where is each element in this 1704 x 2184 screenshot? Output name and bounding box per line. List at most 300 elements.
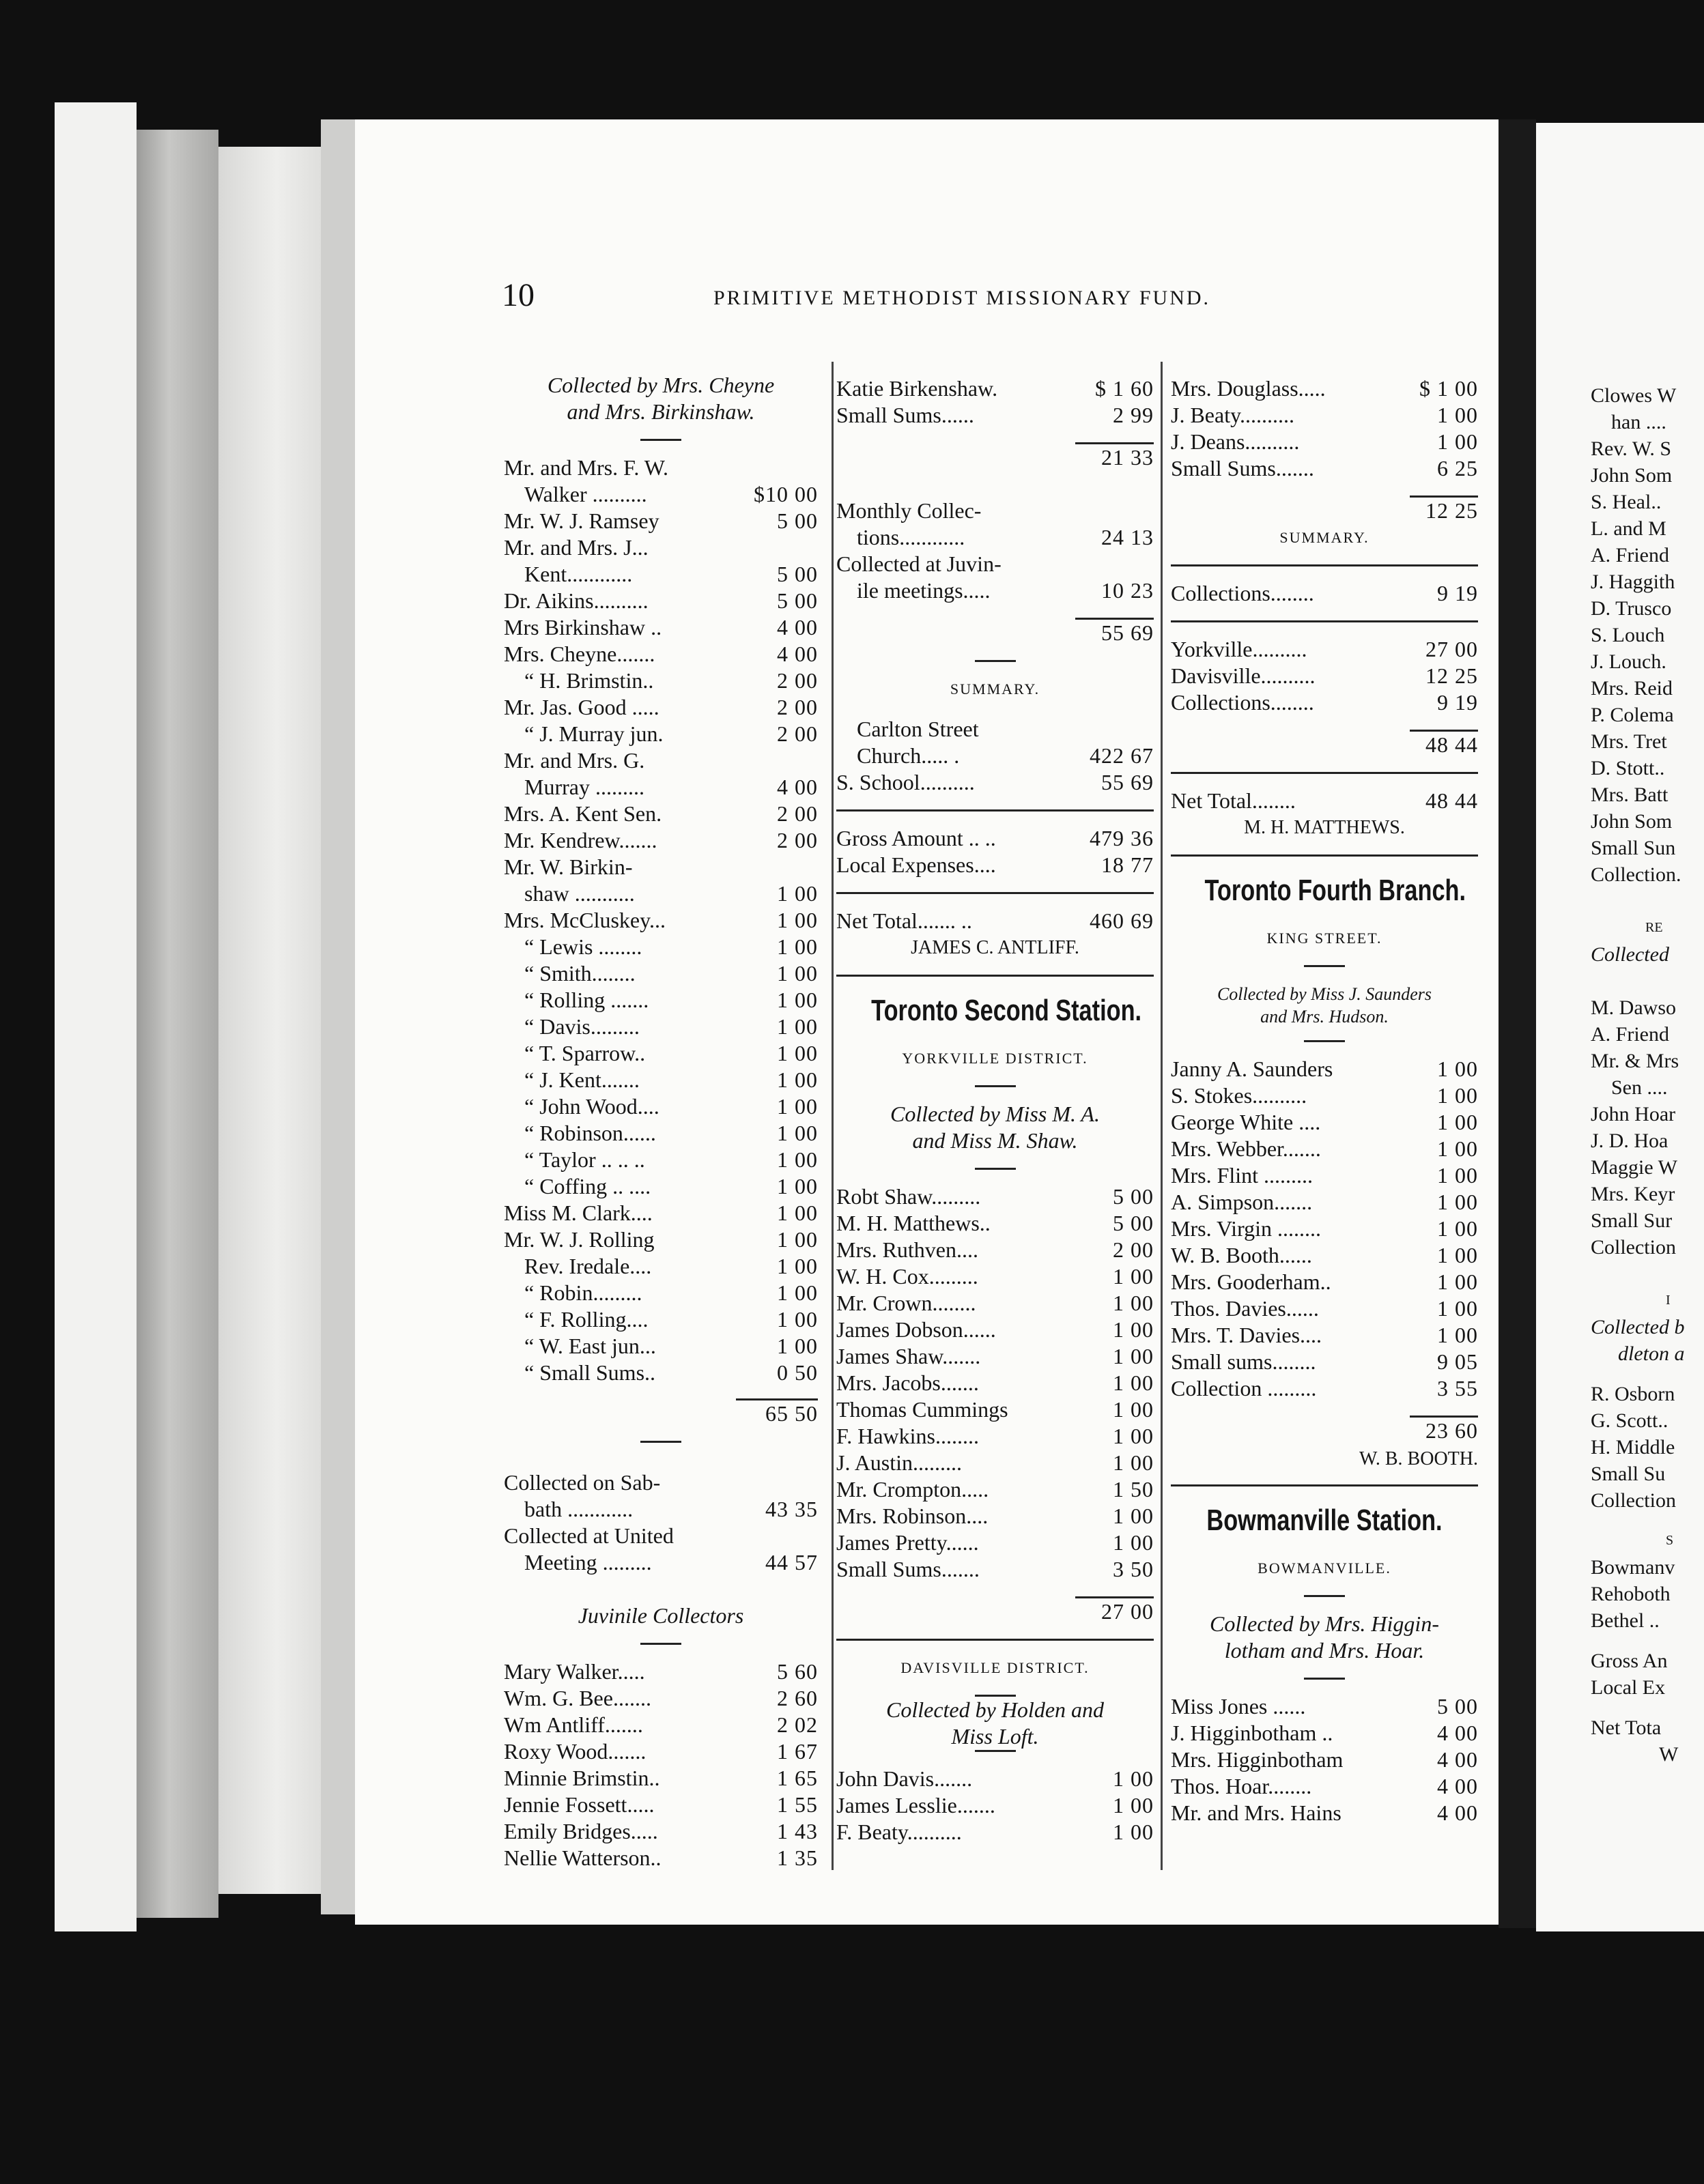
entry-amount: 5 00 <box>1113 1184 1154 1209</box>
column-divider-2 <box>1161 362 1163 1870</box>
entry-amount: 4 00 <box>777 775 818 799</box>
entry-amount: 1 00 <box>1437 429 1478 454</box>
entry-row <box>504 1014 818 1040</box>
entry-row <box>836 1237 1154 1263</box>
entry-amount: 3 50 <box>1113 1557 1154 1581</box>
entry-name: F. Hawkins........ <box>836 1424 979 1448</box>
net-label: Net Total....... .. <box>836 908 972 933</box>
entry-amount: 4 00 <box>777 615 818 640</box>
entry-amount: 1 35 <box>777 1845 818 1870</box>
entry-fragment: Collection. <box>1591 863 1681 886</box>
entry-name: Davisville.......... <box>1171 663 1316 688</box>
entry-name: J. Beaty.......... <box>1171 403 1295 427</box>
entry-name: Mrs. Cheyne....... <box>504 642 655 666</box>
entry-name: “ H. Brimstin.. <box>524 668 654 693</box>
entry-name: Dr. Aikins.......... <box>504 588 649 613</box>
entry-row <box>504 1120 818 1147</box>
entry-row <box>504 1792 818 1818</box>
entry-amount: 1 00 <box>777 1041 818 1065</box>
entry-amount: 6 25 <box>1437 456 1478 480</box>
entry-amount: 1 00 <box>777 1174 818 1198</box>
entry-amount: 2 00 <box>1113 1237 1154 1262</box>
entry-name: Mrs. A. Kent Sen. <box>504 801 662 826</box>
subtotal: 55 69 <box>1101 620 1154 645</box>
entry-amount: 43 35 <box>765 1497 818 1521</box>
entry-name: “ J. Murray jun. <box>524 721 664 746</box>
entry-name: Mrs. McCluskey... <box>504 908 666 932</box>
entry-row <box>504 667 818 694</box>
entry-fragment: S. Louch <box>1591 624 1665 646</box>
entry-row <box>1171 402 1478 429</box>
entry-row <box>504 1549 818 1576</box>
entry-name: Thomas Cummings <box>836 1397 1008 1422</box>
entry-fragment: John Som <box>1591 810 1673 833</box>
entry-amount: 1 00 <box>777 961 818 986</box>
entry-fragment: Bethel .. <box>1591 1609 1660 1632</box>
entry-amount: 1 00 <box>1437 1136 1478 1161</box>
entry-name: Walker .......... <box>524 482 647 506</box>
entry-name: Collections........ <box>1171 690 1314 715</box>
book-cover-edge <box>55 102 137 1931</box>
entry-row <box>1171 1800 1478 1826</box>
collections-label: Collections........ <box>1171 581 1314 605</box>
entry-name: Mr. and Mrs. Hains <box>1171 1800 1341 1825</box>
entry-amount: 1 00 <box>1113 1793 1154 1817</box>
entry-name: Thos. Hoar........ <box>1171 1774 1312 1798</box>
entry-row <box>504 561 818 588</box>
entry-amount: 1 00 <box>1437 1216 1478 1241</box>
entry-name: Mr. Crompton..... <box>836 1477 989 1502</box>
entry-row <box>504 1253 818 1280</box>
entry-fragment: P. Colema <box>1591 704 1674 726</box>
donor-list <box>504 455 818 1386</box>
entry-name: Mrs. Douglass..... <box>1171 376 1326 401</box>
entry-row <box>1171 636 1478 663</box>
entry-amount: 4 00 <box>1437 1747 1478 1772</box>
collector-heading-2: and Mrs. Birkinshaw. <box>567 399 755 424</box>
juvenile-list <box>504 1658 818 1871</box>
entry-name: Kent............ <box>524 562 633 586</box>
entry-amount: 2 00 <box>777 668 818 693</box>
column-divider-1 <box>832 362 834 1870</box>
entry-name: Mr. Kendrew....... <box>504 828 657 852</box>
entry-name: “ Davis......... <box>524 1014 640 1039</box>
donor-list <box>836 375 1154 429</box>
entry-amount: 0 50 <box>777 1360 818 1385</box>
entry-amount: 4 00 <box>1437 1721 1478 1745</box>
donor-list-king-street <box>1171 1056 1478 1402</box>
entry-amount: 2 00 <box>777 801 818 826</box>
entry-row <box>836 1476 1154 1503</box>
entry-amount: 2 00 <box>777 721 818 746</box>
entry-row <box>1171 1216 1478 1242</box>
running-title: PRIMITIVE METHODIST MISSIONARY FUND. <box>713 287 1211 309</box>
entry-amount: 4 00 <box>1437 1774 1478 1798</box>
entry-amount: 2 00 <box>777 695 818 719</box>
entry-row <box>504 588 818 614</box>
entry-amount: 1 50 <box>1113 1477 1154 1502</box>
entry-row <box>1171 1322 1478 1349</box>
entry-row <box>504 880 818 907</box>
summary-list <box>836 716 1154 796</box>
entry-fragment: Mrs. Keyr <box>1591 1183 1675 1205</box>
collector-heading: Collected by Miss J. Saunders <box>1217 984 1432 1004</box>
entry-row <box>1171 429 1478 455</box>
entry-fragment: Mr. & Mrs <box>1591 1050 1679 1072</box>
collector-heading-3: dleton a <box>1618 1342 1685 1365</box>
entry-name: Small sums........ <box>1171 1349 1316 1374</box>
donor-list <box>1171 375 1478 482</box>
entry-row <box>504 1360 818 1386</box>
entry-fragment: Maggie W <box>1591 1156 1677 1179</box>
entry-row <box>1171 1056 1478 1082</box>
column-4-fragment <box>1591 382 1704 1768</box>
entry-amount: 1 00 <box>777 1334 818 1358</box>
entry-amount: 4 00 <box>1437 1800 1478 1825</box>
entry-name: Mrs. Higginbotham <box>1171 1747 1344 1772</box>
entry-amount: 10 23 <box>1101 578 1154 603</box>
entry-name: Mrs. Virgin ........ <box>1171 1216 1322 1241</box>
entry-row <box>504 1173 818 1200</box>
entry-row <box>836 1183 1154 1210</box>
entry-row <box>836 1792 1154 1819</box>
entry-row <box>1171 1693 1478 1720</box>
signature: M. H. MATTHEWS. <box>1244 817 1405 838</box>
net-amount: 460 69 <box>1090 908 1154 933</box>
entry-fragment: Small Sun <box>1591 837 1676 859</box>
net-list <box>1591 1714 1704 1741</box>
entry-row <box>504 1280 818 1306</box>
entry-name: “ Small Sums.. <box>524 1360 656 1385</box>
entry-amount: 9 05 <box>1437 1349 1478 1374</box>
entry-name: Collection ......... <box>1171 1376 1317 1400</box>
entry-name: Mr. and Mrs. G. <box>504 748 645 773</box>
entry-amount: 1 00 <box>1437 1083 1478 1108</box>
donor-list-bowmanville <box>1171 1693 1478 1826</box>
entry-name: Jennie Fossett..... <box>504 1792 655 1817</box>
entry-row <box>836 769 1154 796</box>
entry-name: Janny A. Saunders <box>1171 1057 1333 1081</box>
entry-name: Collected at Juvin- <box>836 551 1002 576</box>
entry-fragment: Bowmanv <box>1591 1556 1675 1579</box>
net-label: Net Total........ <box>1171 788 1296 813</box>
entry-amount: 5 00 <box>777 588 818 613</box>
entry-name: Carlton Street <box>857 717 979 741</box>
book-spine <box>321 119 355 1914</box>
collector-heading: Collected by Mrs. Higgin- <box>1210 1611 1439 1636</box>
entry-name: “ Robin......... <box>524 1280 642 1305</box>
entry-row <box>504 747 818 774</box>
juvenile-heading: Juvinile Collectors <box>578 1603 744 1628</box>
entry-row <box>1171 1269 1478 1295</box>
entry-fragment: R. Osborn <box>1591 1383 1675 1405</box>
district-heading: DAVISVILLE DISTRICT. <box>900 1659 1090 1676</box>
entry-name: Mrs. Gooderham.. <box>1171 1269 1331 1294</box>
gross-list <box>1591 1648 1704 1701</box>
entry-row <box>836 1263 1154 1290</box>
entry-name: Mrs. Jacobs....... <box>836 1370 979 1395</box>
entry-row <box>504 1067 818 1093</box>
entry-amount: 5 00 <box>1113 1211 1154 1235</box>
entry-name: W. H. Cox......... <box>836 1264 978 1289</box>
subtotal: 48 44 <box>1425 732 1478 757</box>
entry-amount: 5 00 <box>777 508 818 533</box>
branch-heading: Toronto Fourth Branch. <box>1204 874 1466 907</box>
collector-heading-2: Collected b <box>1591 1316 1685 1338</box>
donor-list-3 <box>1591 1381 1704 1514</box>
entry-row <box>504 534 818 561</box>
entry-row <box>1171 375 1478 402</box>
entry-fragment: Mrs. Tret <box>1591 730 1667 753</box>
entry-amount: 24 13 <box>1101 525 1154 549</box>
entry-fragment: A. Friend <box>1591 544 1669 566</box>
entry-amount: 1 00 <box>1437 1243 1478 1267</box>
entry-name: Emily Bridges..... <box>504 1819 658 1843</box>
entry-name: Mr. and Mrs. J... <box>504 535 649 560</box>
entry-fragment: J. Haggith <box>1591 571 1675 593</box>
entry-name: “ J. Kent....... <box>524 1067 640 1092</box>
entry-name: Robt Shaw......... <box>836 1184 981 1209</box>
entry-name: ile meetings..... <box>857 578 991 603</box>
entry-amount: 3 55 <box>1437 1376 1478 1400</box>
entry-amount: $10 00 <box>754 482 818 506</box>
entry-amount: 1 55 <box>777 1792 818 1817</box>
entry-name: “ T. Sparrow.. <box>524 1041 646 1065</box>
entry-name: J. Higginbotham .. <box>1171 1721 1333 1745</box>
section-heading: RE <box>1645 920 1663 935</box>
entry-name: James Shaw....... <box>836 1344 981 1368</box>
entry-name: J. Austin......... <box>836 1450 963 1475</box>
collector-heading-2: Miss Loft. <box>951 1724 1039 1749</box>
entry-row <box>1171 1242 1478 1269</box>
entry-amount: 55 69 <box>1101 770 1154 794</box>
entry-name: Meeting ......... <box>524 1550 652 1575</box>
entry-name: “ F. Rolling.... <box>524 1307 649 1332</box>
entry-row <box>504 455 818 481</box>
entry-row <box>504 481 818 508</box>
entry-row <box>836 524 1154 551</box>
entry-amount: 1 00 <box>777 988 818 1012</box>
entry-row <box>836 1503 1154 1529</box>
entry-row <box>836 551 1154 577</box>
entry-name: James Lesslie....... <box>836 1793 995 1817</box>
entry-row <box>1171 689 1478 716</box>
entry-row <box>836 1290 1154 1317</box>
entry-amount: 1 00 <box>1437 1110 1478 1134</box>
entry-name: A. Simpson....... <box>1171 1190 1313 1214</box>
entry-amount: 1 00 <box>1437 403 1478 427</box>
entry-row <box>504 1496 818 1523</box>
collector-heading: Collected by Mrs. Cheyne <box>547 373 775 397</box>
subtotal: 65 50 <box>765 1401 818 1426</box>
entry-row <box>504 1333 818 1360</box>
entry-amount: 1 00 <box>1437 1163 1478 1188</box>
entry-name: Thos. Davies...... <box>1171 1296 1319 1321</box>
entry-name: F. Beaty.......... <box>836 1820 962 1844</box>
entry-amount: 12 25 <box>1425 663 1478 688</box>
entry-amount: 1 00 <box>777 1227 818 1252</box>
summary-heading: SUMMARY. <box>1279 529 1369 546</box>
entry-name: Mrs. T. Davies.... <box>1171 1323 1322 1347</box>
collector-heading-2: and Miss M. Shaw. <box>912 1128 1078 1153</box>
entry-fragment: Local Ex <box>1591 1676 1666 1699</box>
entry-row <box>836 1343 1154 1370</box>
town-heading: BOWMANVILLE. <box>1258 1560 1391 1577</box>
entry-row <box>836 1556 1154 1583</box>
entry-fragment: Mrs. Batt <box>1591 784 1668 806</box>
entry-amount: 1 00 <box>1113 1504 1154 1528</box>
entry-row <box>504 907 818 934</box>
entry-amount: 2 60 <box>777 1686 818 1710</box>
entry-row <box>504 1818 818 1845</box>
summary-list <box>1171 636 1478 716</box>
entry-amount: 4 00 <box>777 642 818 666</box>
entry-row <box>836 743 1154 769</box>
entry-amount: 1 00 <box>1113 1530 1154 1555</box>
entry-row <box>504 774 818 801</box>
entry-row <box>1171 1189 1478 1216</box>
entry-fragment: Collection <box>1591 1236 1676 1259</box>
entry-fragment: H. Middle <box>1591 1436 1675 1459</box>
gross-label: Gross Amount .. .. <box>836 826 996 850</box>
entry-name: shaw ........... <box>524 881 635 906</box>
entry-name: Small Sums...... <box>836 403 974 427</box>
entry-amount: 9 19 <box>1437 690 1478 715</box>
section-heading-2: I <box>1666 1293 1671 1308</box>
entry-name: “ Robinson...... <box>524 1121 656 1145</box>
entry-amount: 1 00 <box>1437 1269 1478 1294</box>
entry-fragment: Small Su <box>1591 1463 1666 1485</box>
entry-fragment: G. Scott.. <box>1591 1409 1668 1432</box>
entry-amount: 1 00 <box>1113 1397 1154 1422</box>
entry-row <box>836 577 1154 604</box>
entry-name: S. Stokes.......... <box>1171 1083 1307 1108</box>
entry-row <box>504 694 818 721</box>
page-number: 10 <box>502 277 535 313</box>
entry-fragment: Rehoboth <box>1591 1583 1671 1605</box>
entry-fragment: Collection <box>1591 1489 1676 1512</box>
page-edges-light <box>218 147 335 1894</box>
entry-name: Rev. Iredale.... <box>524 1254 652 1278</box>
entry-amount: 1 00 <box>1113 1344 1154 1368</box>
entry-name: Mr. Crown........ <box>836 1291 976 1315</box>
gross-amount: 479 36 <box>1090 826 1154 850</box>
entry-row <box>836 498 1154 524</box>
signature-fragment: W <box>1659 1743 1679 1766</box>
entry-row <box>504 934 818 960</box>
entry-row <box>504 827 818 854</box>
entry-name: Mrs Birkinshaw .. <box>504 615 662 640</box>
entry-name: S. School.......... <box>836 770 975 794</box>
entry-amount: 1 00 <box>1113 1766 1154 1791</box>
station-heading: Bowmanville Station. <box>1206 1504 1443 1537</box>
entry-amount: 1 00 <box>777 1014 818 1039</box>
entry-name: J. Deans.......... <box>1171 429 1300 454</box>
column-2 <box>836 375 1154 1845</box>
collection-list <box>836 498 1154 604</box>
entry-name: Roxy Wood....... <box>504 1739 647 1764</box>
signature: W. B. BOOTH. <box>1359 1448 1478 1469</box>
entry-row <box>504 1469 818 1496</box>
entry-name: James Dobson...... <box>836 1317 996 1342</box>
entry-name: “ Taylor .. .. .. <box>524 1147 645 1172</box>
entry-name: Miss M. Clark.... <box>504 1201 653 1225</box>
entry-name: Small Sums....... <box>1171 456 1314 480</box>
entry-amount: 1 00 <box>777 881 818 906</box>
entry-amount: 1 65 <box>777 1766 818 1790</box>
entry-amount: 1 00 <box>1437 1296 1478 1321</box>
subtotal: 12 25 <box>1425 498 1478 523</box>
entry-fragment: D. Stott.. <box>1591 757 1665 779</box>
summary-list <box>1591 1554 1704 1634</box>
entry-name: Collected at United <box>504 1523 674 1548</box>
entry-amount: 1 00 <box>777 908 818 932</box>
entry-amount: 1 00 <box>1437 1190 1478 1214</box>
entry-row <box>504 1845 818 1871</box>
entry-amount: 1 43 <box>777 1819 818 1843</box>
entry-row <box>504 1765 818 1792</box>
entry-name: W. B. Booth...... <box>1171 1243 1312 1267</box>
entry-row <box>504 614 818 641</box>
net-amount: 48 44 <box>1425 788 1478 813</box>
entry-row <box>504 801 818 827</box>
entry-fragment: J. D. Hoa <box>1591 1130 1668 1152</box>
entry-name: “ Smith........ <box>524 961 636 986</box>
entry-row <box>836 1370 1154 1396</box>
entry-amount: 1 00 <box>1113 1370 1154 1395</box>
entry-fragment: A. Friend <box>1591 1023 1669 1046</box>
entry-row <box>836 1396 1154 1423</box>
entry-row <box>504 1738 818 1765</box>
entry-fragment: Sen .... <box>1611 1076 1668 1099</box>
entry-name: Murray ......... <box>524 775 644 799</box>
entry-row <box>1171 1295 1478 1322</box>
collector-heading-2: and Mrs. Hudson. <box>1260 1007 1389 1026</box>
entry-name: George White .... <box>1171 1110 1321 1134</box>
entry-amount: 5 00 <box>1437 1694 1478 1719</box>
donor-list-2 <box>1591 994 1704 1261</box>
entry-row <box>504 1093 818 1120</box>
entry-row <box>504 1147 818 1173</box>
entry-row <box>504 1685 818 1712</box>
entry-row <box>1171 663 1478 689</box>
street-heading: KING STREET. <box>1266 930 1382 947</box>
entry-row <box>1171 1136 1478 1162</box>
entry-row <box>1171 1082 1478 1109</box>
collections-amount: 9 19 <box>1437 581 1478 605</box>
collector-heading: Collected by Holden and <box>885 1697 1105 1722</box>
donor-list-yorkville <box>836 1183 1154 1583</box>
book-gutter <box>1499 119 1536 1928</box>
entry-name: Mrs. Flint ......... <box>1171 1163 1314 1188</box>
entry-row <box>504 854 818 880</box>
summary-heading: SUMMARY. <box>950 680 1040 698</box>
entry-amount: 1 00 <box>777 1201 818 1225</box>
entry-amount: $ 1 60 <box>1095 376 1154 401</box>
collection-list <box>504 1469 818 1576</box>
entry-name: Katie Birkenshaw. <box>836 376 998 401</box>
entry-name: Mr. and Mrs. F. W. <box>504 455 669 480</box>
entry-name: “ W. East jun... <box>524 1334 656 1358</box>
entry-amount: 1 00 <box>1113 1317 1154 1342</box>
entry-row <box>836 1450 1154 1476</box>
entry-amount: $ 1 00 <box>1419 376 1478 401</box>
entry-name: Mr. W. Birkin- <box>504 854 633 879</box>
subtotal: 23 60 <box>1425 1418 1478 1443</box>
entry-name: bath ............ <box>524 1497 634 1521</box>
entry-row <box>504 1523 818 1549</box>
entry-name: Church..... . <box>857 743 960 768</box>
